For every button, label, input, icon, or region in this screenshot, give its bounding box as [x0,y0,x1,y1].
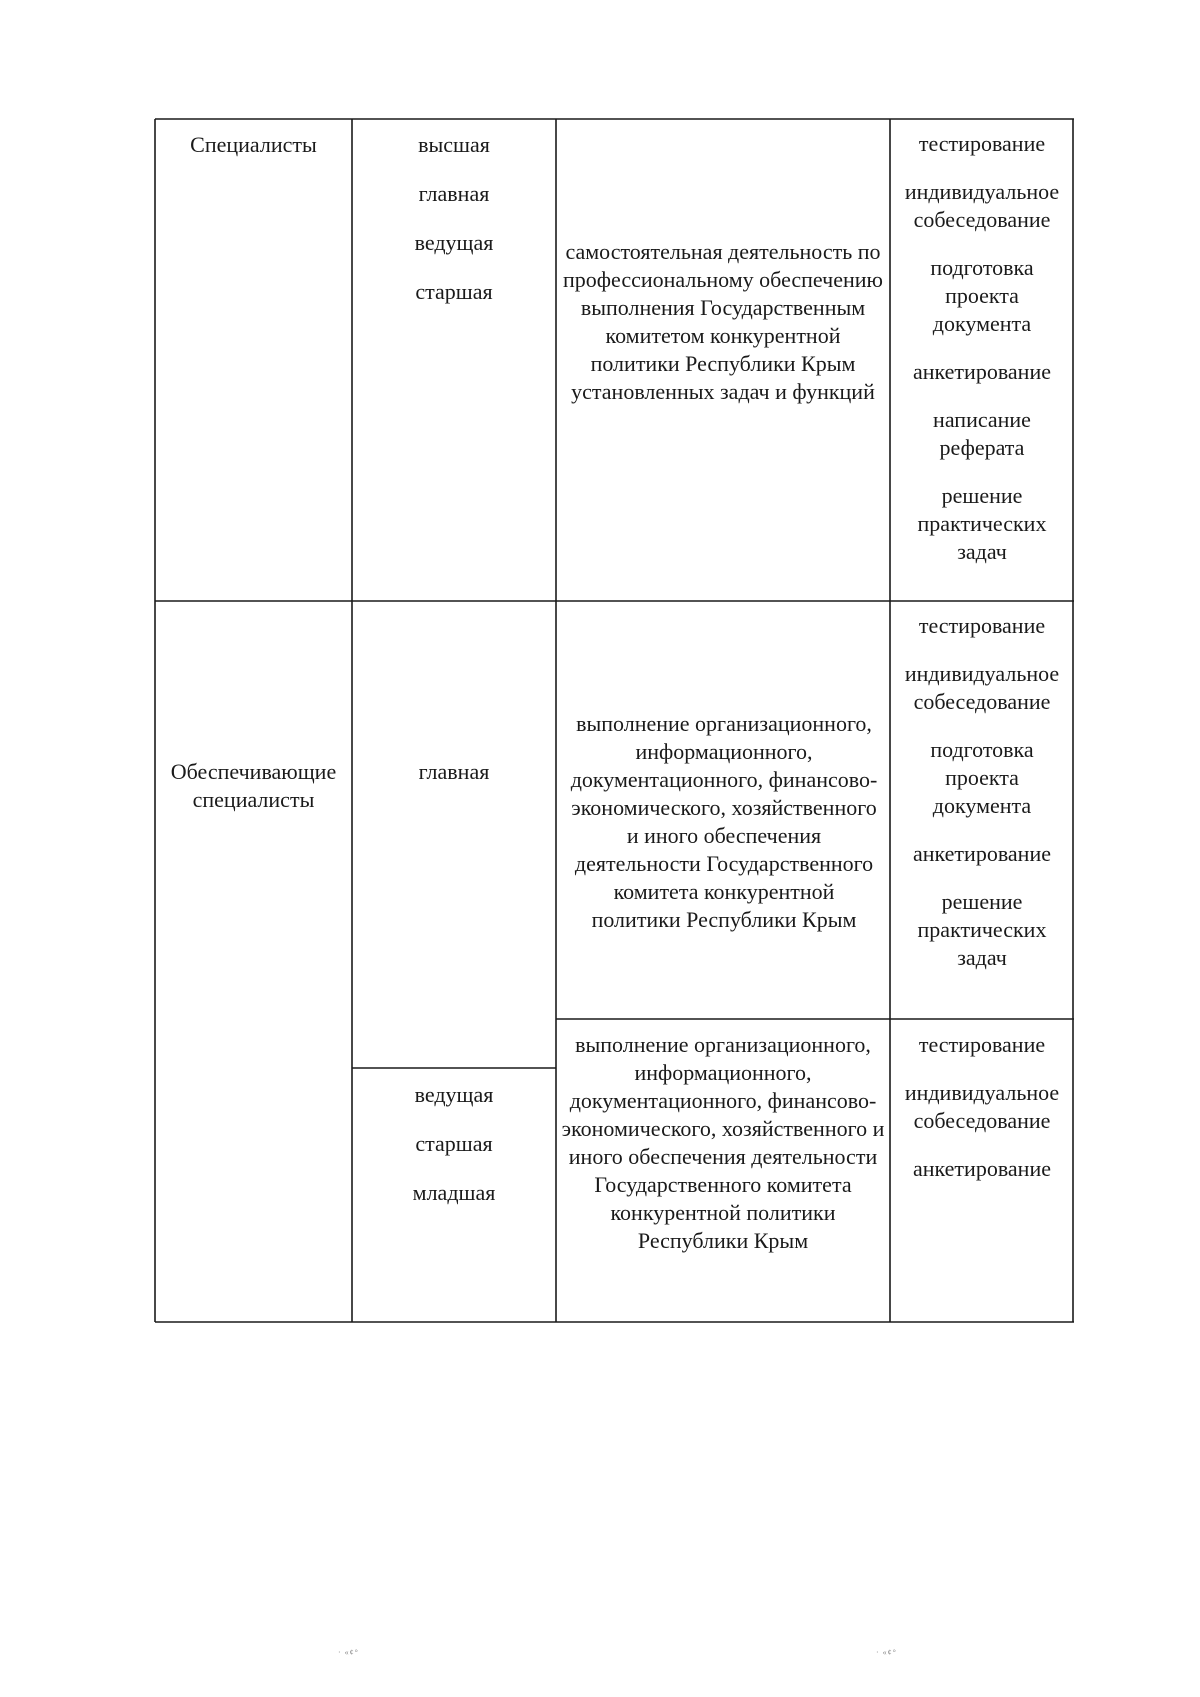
row1-method-item: написание реферата [933,407,1031,460]
row2-method-item: индивидуальное собеседование [904,661,1060,714]
row2-groups-cell [354,758,554,786]
row3-groups-cell [354,1081,554,1207]
row3-group-item: старшая [415,1131,493,1156]
row1-category: Специалисты [190,132,317,157]
row1-group-item: высшая [418,132,490,157]
row1-group-item: главная [418,181,490,206]
row3-group-item: младшая [412,1180,496,1205]
row3-method-item: анкетирование [912,1156,1051,1181]
scan-mark-left: · «¢° [338,1648,359,1657]
row1-method-item: подготовка проекта документа [930,255,1034,336]
row2-method-item: анкетирование [912,841,1051,866]
row1-activity: самостоятельная деятельность по профессиональному обеспечению выполнения Государственным комитетом конкурентной политики Республики Крым установленных задач и функций [563,239,883,404]
row1-methods-cell [893,130,1071,566]
row3-activity-cell [558,1031,888,1255]
row1-activity-cell [562,238,884,406]
row2-method-item: подготовка проекта документа [930,737,1034,818]
row1-group-item: ведущая [414,230,494,255]
row1-method-item: индивидуальное собеседование [904,179,1060,232]
row1-group-item: старшая [415,279,493,304]
row2-activity: выполнение организационного, информационного, документационного, финансово-экономического, хозяйственного и иного обеспечения деятельности Государственного комитета конкурентной политики Республики Крым [570,711,878,932]
row3-methods-cell [893,1031,1071,1183]
row1-category-cell [157,131,350,159]
row2-methods-cell [893,612,1071,972]
row2-category-cell [157,758,350,814]
row2-activity-cell [570,710,878,934]
row3-group-item: ведущая [414,1082,494,1107]
row1-groups-cell [354,131,554,306]
row2-group-item: главная [418,759,490,784]
row2-method-item: тестирование [918,613,1046,638]
row3-method-item: тестирование [918,1032,1046,1057]
row3-method-item: индивидуальное собеседование [904,1080,1060,1133]
row2-category: Обеспечивающие специалисты [170,759,337,812]
row1-method-item: анкетирование [912,359,1051,384]
row3-activity: выполнение организационного, информационного, документационного, финансово-экономического, хозяйственного и иного обеспечения деятельности Государственного комитета конкурентной политики Республики Крым [561,1032,885,1253]
scan-mark-right: · «¢° [876,1648,897,1657]
row1-method-item: решение практических задач [917,483,1047,564]
row1-method-item: тестирование [918,131,1046,156]
row2-method-item: решение практических задач [917,889,1047,970]
